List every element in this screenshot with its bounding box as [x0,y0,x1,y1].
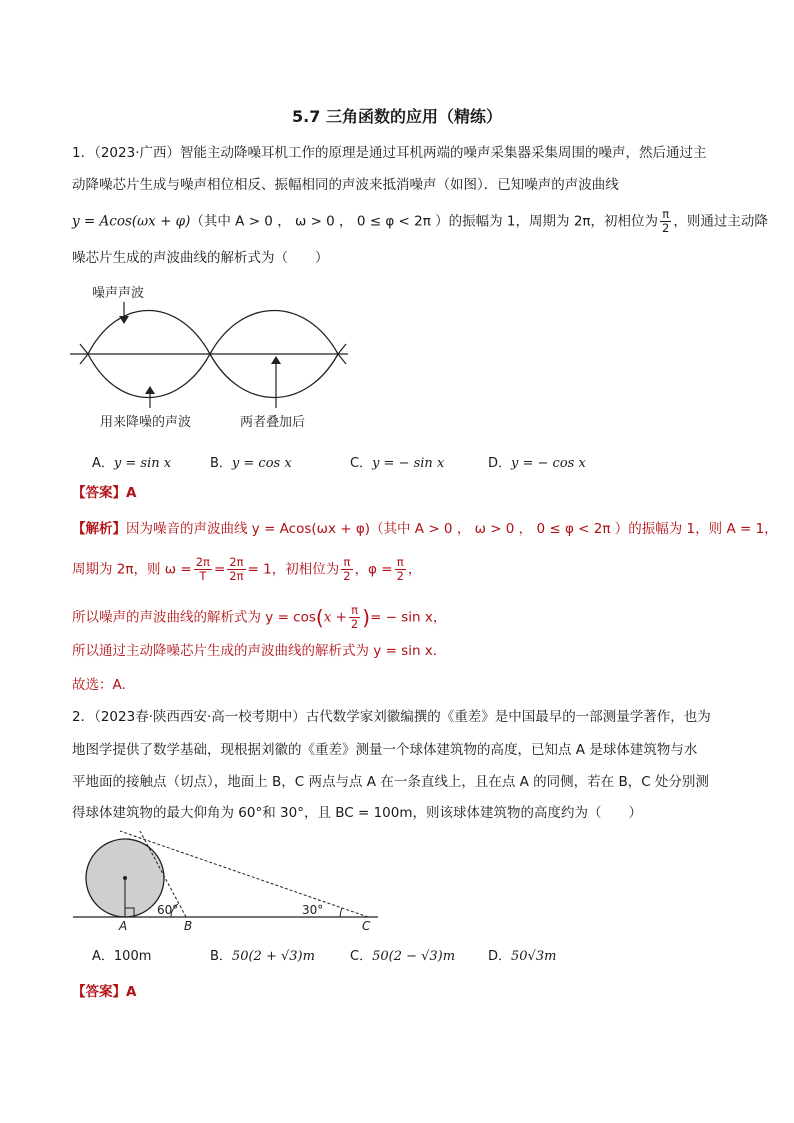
q1-analysis-line-3: 所以噪声的声波曲线的解析式为 y = cos(x + $\frac{\pi}{2}$ )= − sin x， [72,603,447,631]
q1-text-line-4: 噪芯片生成的声波曲线的解析式为（ ） [72,250,329,266]
q1-analysis-line-2: 周期为 2π，则 ω = $\frac{2\pi}{T}$ = $\frac{2\pi}{2\pi}$ = 1，初相位为 $\frac{\pi}{2}$ ，φ = $\frac{\pi}{2}$ ， [72,555,422,583]
angle-30-label: 30° [302,903,324,917]
q1-text-line-1: 1．（2023·广西）智能主动降噪耳机工作的原理是通过耳机两端的噪声采集器采集周围的噪声，然后通过主 [72,145,707,161]
q1-conditions: （其中 A > 0 ， ω > 0 ， 0 ≤ φ < 2π ）的振幅为 1，周期为 2π，初相位为 [190,213,659,230]
sum-arrowhead-icon [271,356,281,364]
cancel-wave-label: 用来降噪的声波 [100,415,192,430]
q1-option-c[interactable]: C．y = − sin x [350,456,445,471]
angle-arc-30 [340,908,342,917]
sum-wave-label: 两者叠加后 [240,415,306,430]
noise-wave-label: 噪声声波 [92,286,145,301]
q1-analysis-line-1: 【解析】因为噪音的声波曲线 y = Acos(ωx + φ)（其中 A > 0 ， ω > 0 ， 0 ≤ φ < 2π ）的振幅为 1，则 A = 1， [72,521,778,537]
q2-option-b[interactable]: B．50(2 + √3)m [210,949,315,964]
q2-text-line-3: 平地面的接触点（切点），地面上 B，C 两点与点 A 在一条直线上，且在点 A 的同侧，若在 B，C 处分别测 [72,774,709,790]
point-b-label: B [184,919,193,933]
q2-option-a[interactable]: A．100m [92,949,152,964]
angle-60-label: 60° [157,903,179,917]
q1-phase-fraction: $\frac{\pi}{2}$ [662,207,670,235]
q1-text-line-2: 动降噪芯片生成与噪声相位相反、振幅相同的声波来抵消噪声（如图）．已知噪声的声波曲线 [72,177,619,193]
q2-sphere-figure [68,828,388,938]
q1-option-b[interactable]: B．y = cos x [210,456,292,471]
q1-answer: 【答案】A [72,485,137,501]
q2-text-line-4: 得球体建筑物的最大仰角为 60°和 30°，且 BC = 100m，则该球体建筑物的高度约为（ ） [72,805,642,821]
page-title: 5.7 三角函数的应用（精练） [292,107,502,126]
q1-line3-tail: ，则通过主动降 [673,213,768,230]
q2-option-d[interactable]: D．50√3m [488,949,557,964]
q2-text-line-2: 地图学提供了数学基础，现根据刘徽的《重差》测量一个球体建筑物的高度，已知点 A 是球体建筑物与水 [72,742,698,758]
cancel-arrowhead-icon [145,386,155,394]
q2-option-c[interactable]: C．50(2 − √3)m [350,949,456,964]
noise-arrowhead-icon [119,316,129,324]
point-a-label: A [119,919,128,933]
q1-choice: 故选：A. [72,677,126,693]
q1-wave-figure [68,278,358,433]
q2-text-line-1: 2．（2023春·陕西西安·高一校考期中）古代数学家刘徽编撰的《重差》是中国最早的一部测量学著作，也为 [72,709,711,725]
q2-answer: 【答案】A [72,984,137,1000]
q1-text-line-3 [72,208,768,235]
q1-analysis-line-4: 所以通过主动降噪芯片生成的声波曲线的解析式为 y = sin x． [72,643,447,659]
q1-formula: y = Acos(ωx + φ) [72,213,191,230]
q1-option-d[interactable]: D．y = − cos x [488,456,586,471]
point-c-label: C [362,919,371,933]
q1-option-a[interactable]: A．y = sin x [92,456,172,471]
